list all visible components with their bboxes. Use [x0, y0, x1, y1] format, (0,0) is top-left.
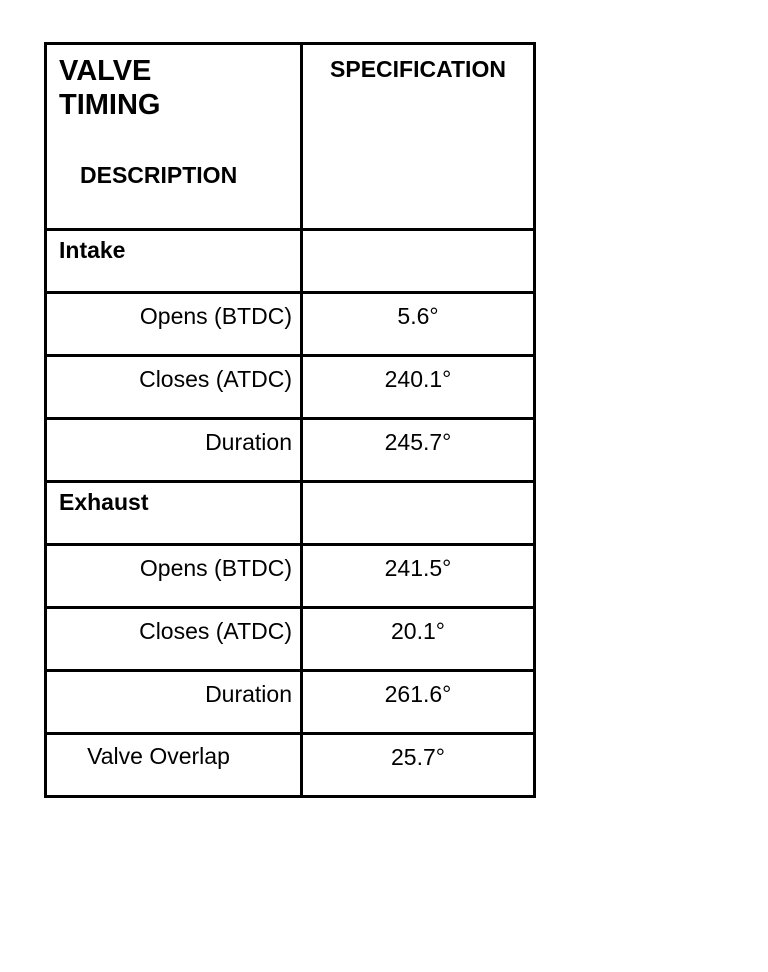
table-row — [46, 608, 535, 671]
table-row — [46, 230, 535, 293]
empty-cell — [302, 482, 535, 545]
description-column-header: DESCRIPTION — [80, 162, 238, 188]
table-row — [46, 356, 535, 419]
exhaust-duration-value: 261.6° — [384, 681, 452, 707]
specification-column-header: SPECIFICATION — [330, 56, 506, 82]
intake-opens-value: 5.6° — [397, 303, 439, 329]
intake-closes-value: 240.1° — [384, 366, 452, 392]
intake-closes-label: Closes (ATDC) — [139, 366, 292, 392]
valve-overlap-label: Valve Overlap — [87, 743, 230, 769]
exhaust-section-label: Exhaust — [59, 489, 149, 515]
intake-duration-label: Duration — [205, 429, 292, 455]
intake-duration-value: 245.7° — [384, 429, 452, 455]
table-title: VALVE TIMING — [59, 55, 161, 121]
table-row — [46, 671, 535, 734]
exhaust-opens-label: Opens (BTDC) — [139, 555, 292, 581]
exhaust-duration-label: Duration — [205, 681, 292, 707]
table-row — [46, 545, 535, 608]
exhaust-closes-label: Closes (ATDC) — [139, 618, 292, 644]
exhaust-opens-value: 241.5° — [384, 555, 452, 581]
table-row — [46, 482, 535, 545]
empty-cell — [302, 230, 535, 293]
exhaust-closes-value: 20.1° — [391, 618, 445, 644]
valve-timing-table — [44, 42, 536, 798]
table-row — [46, 734, 535, 797]
table-row — [46, 419, 535, 482]
header-row — [46, 44, 535, 230]
specification-header-cell — [302, 44, 535, 230]
intake-section-label: Intake — [59, 237, 126, 263]
description-header-cell — [46, 44, 302, 230]
intake-opens-label: Opens (BTDC) — [139, 303, 292, 329]
valve-overlap-value: 25.7° — [391, 744, 445, 770]
table-row — [46, 293, 535, 356]
